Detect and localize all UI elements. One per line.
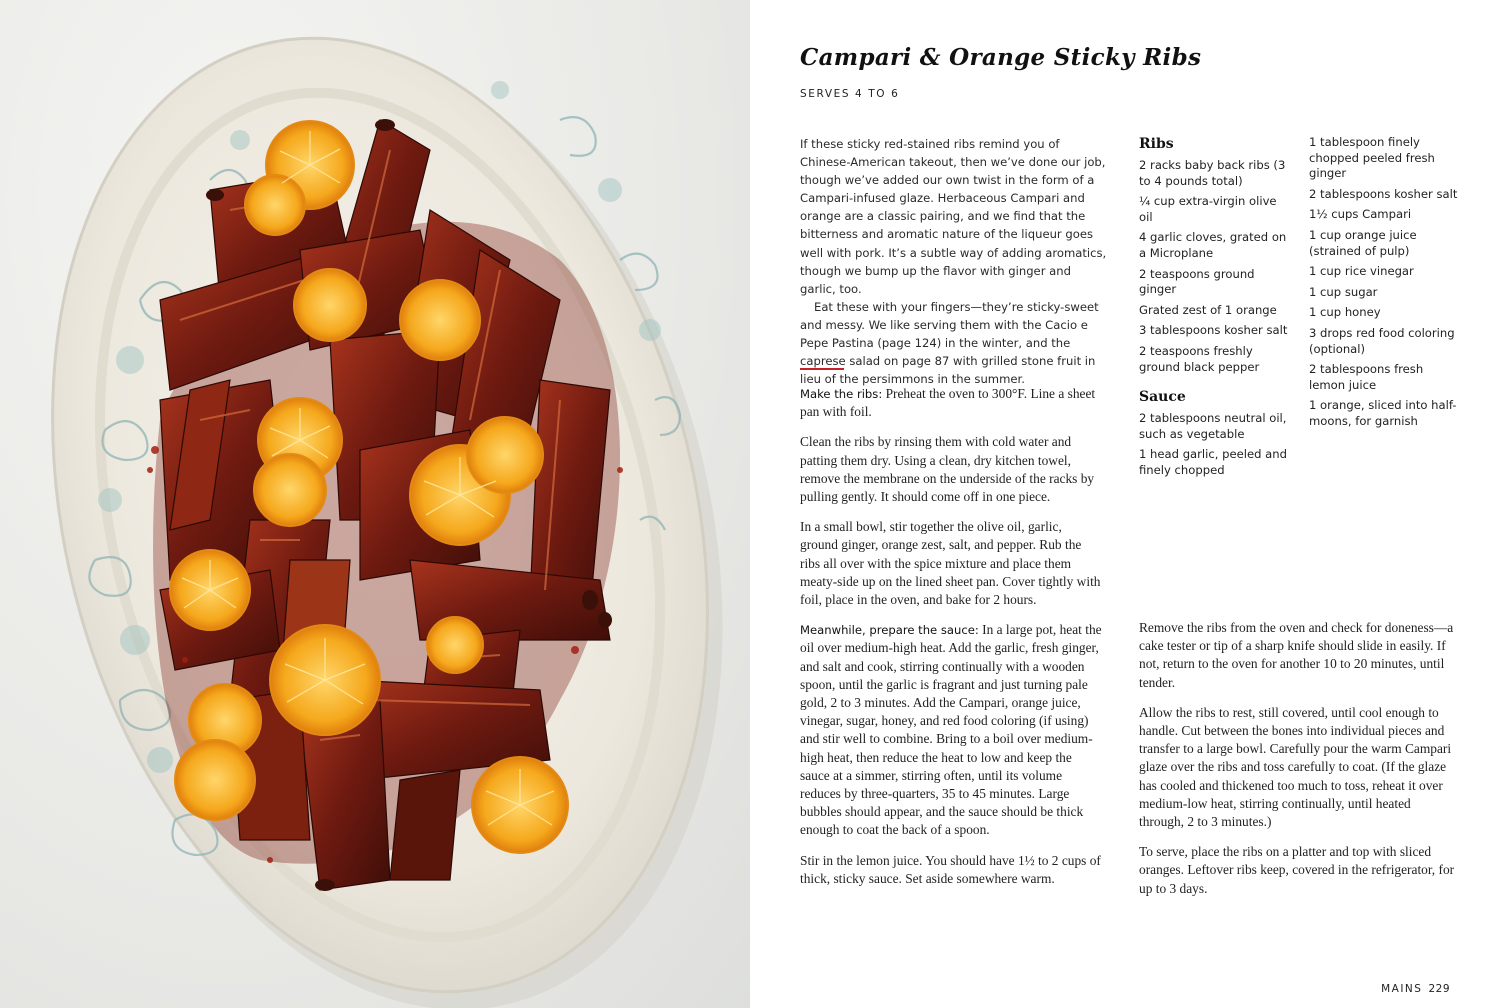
recipe-title: Campari & Orange Sticky Ribs [800, 44, 1202, 71]
method-step: Stir in the lemon juice. You should have 1½ to 2 cups of thick, sticky sauce. Set aside somewhere warm. [800, 852, 1101, 886]
ingredient-item: 1 cup sugar [1309, 284, 1378, 299]
step-lead: Meanwhile, prepare the sauce: [800, 623, 979, 638]
ingredients-column-right [1309, 135, 1459, 435]
ingredient-item: 1 cup rice vinegar [1309, 264, 1414, 279]
serves-line: SERVES 4 TO 6 [800, 88, 900, 100]
section-name: MAINS [1381, 983, 1423, 995]
ingredients-column-left [1139, 136, 1289, 484]
ingredient-item: 1 cup honey [1309, 305, 1381, 320]
ingredient-item: 1 tablespoon finely chopped peeled fresh ginger [1309, 135, 1435, 181]
ingredients-heading-ribs: Ribs [1139, 136, 1174, 152]
method-column-left [800, 385, 1102, 900]
method-column-right [1139, 619, 1455, 910]
ingredient-item: 1½ cups Campari [1309, 207, 1412, 222]
recipe-intro [800, 135, 1110, 388]
ingredient-item: Grated zest of 1 orange [1139, 302, 1277, 317]
method-step: In a small bowl, stir together the olive oil, garlic, ground ginger, orange zest, salt, and pepper. Rub the ribs all over with the spice mixture and place them meaty-side up on the lined sheet pan. Cover tightly with foil, place in the oven, and bake for 2 hours. [800, 519, 1101, 608]
method-step: Remove the ribs from the oven and check for doneness—a cake tester or tip of a sharp knife should slide in easily. If not, return to the oven for another 10 to 20 minutes, until tender. [1139, 620, 1454, 690]
intro-paragraph: If these sticky red-stained ribs remind you of Chinese-American takeout, then we’ve done our job, though we’ve added our own twist in the form of a Campari-infused glaze. Herbaceous Campari and orange are a classic pairing, and we find that the bitterness and aromatic nature of the liqueur goes well with pork. It’s a subtle way of adding aromatics, though we bump up the flavor with ginger and garlic, too. [800, 137, 1107, 296]
ingredient-item: 2 racks baby back ribs (3 to 4 pounds total) [1139, 158, 1286, 188]
page-number: 229 [1428, 983, 1450, 995]
step-text: Preheat the oven to 300°F. Line a sheet pan with foil. [800, 386, 1096, 420]
ingredient-item: 4 garlic cloves, grated on a Microplane [1139, 230, 1287, 260]
intro-paragraph: Eat these with your fingers—they’re sticky-sweet and messy. We like serving them with the Cacio e Pepe Pastina (page 124) in the winter, and the caprese salad on page 87 with grilled stone fruit in lieu of the persimmons in the summer. [800, 299, 1099, 387]
ingredient-item: 2 tablespoons neutral oil, such as vegetable [1139, 411, 1287, 441]
recipe-page [750, 0, 1500, 1008]
ingredient-item: 2 teaspoons freshly ground black pepper [1139, 343, 1260, 374]
ingredient-item: 2 tablespoons fresh lemon juice [1309, 362, 1424, 392]
ingredient-item: 3 tablespoons kosher salt [1139, 323, 1288, 338]
ingredient-item: ¼ cup extra-virgin olive oil [1139, 194, 1277, 224]
ingredient-item: 1 head garlic, peeled and finely chopped [1139, 447, 1287, 477]
method-step [800, 621, 1102, 839]
step-lead: Make the ribs: [800, 387, 883, 401]
ingredient-item: 2 tablespoons kosher salt [1309, 186, 1458, 201]
divider-rule [800, 368, 844, 370]
ingredients-heading-sauce: Sauce [1139, 389, 1186, 406]
method-step [800, 385, 1102, 421]
ingredient-item: 1 cup orange juice (strained of pulp) [1309, 227, 1417, 258]
page-footer [1381, 983, 1450, 995]
method-step: Allow the ribs to rest, still covered, until cool enough to handle. Cut between the bones into individual pieces and transfer to a large bowl. Carefully pour the warm Campari glaze over the ribs and toss carefully to coat. (If the glaze has cooled and thickened too much to toss, reheat it over medium-low heat, stirring continually, until heated through, 2 to 3 minutes.) [1139, 704, 1452, 830]
step-text: In a large pot, heat the oil over medium-high heat. Add the garlic, fresh ginger, and salt and cook, stirring continually with a wooden spoon, until the garlic is fragrant and just turning pale gold, 2 to 3 minutes. Add the Campari, orange juice, vinegar, sugar, honey, and red food coloring (if using) and stir well to combine. Bring to a boil over medium-high heat, then reduce the heat to low and keep the sauce at a simmer, stirring often, until its volume reduces by three-quarters, 35 to 45 minutes. Large bubbles should appear, and the sauce should be thick enough to coat the back of a spoon. [800, 622, 1102, 838]
ingredient-item: 1 orange, sliced into half-moons, for garnish [1309, 398, 1457, 428]
ingredient-item: 3 drops red food coloring (optional) [1309, 325, 1455, 356]
method-step: To serve, place the ribs on a platter and top with sliced oranges. Leftover ribs keep, covered in the refrigerator, for up to 3 days. [1139, 844, 1455, 896]
ingredient-item: 2 teaspoons ground ginger [1139, 266, 1255, 297]
method-step: Clean the ribs by rinsing them with cold water and patting them dry. Using a clean, dry kitchen towel, remove the membrane on the underside of the racks by pulling gently. It should come off in one piece. [800, 434, 1095, 505]
